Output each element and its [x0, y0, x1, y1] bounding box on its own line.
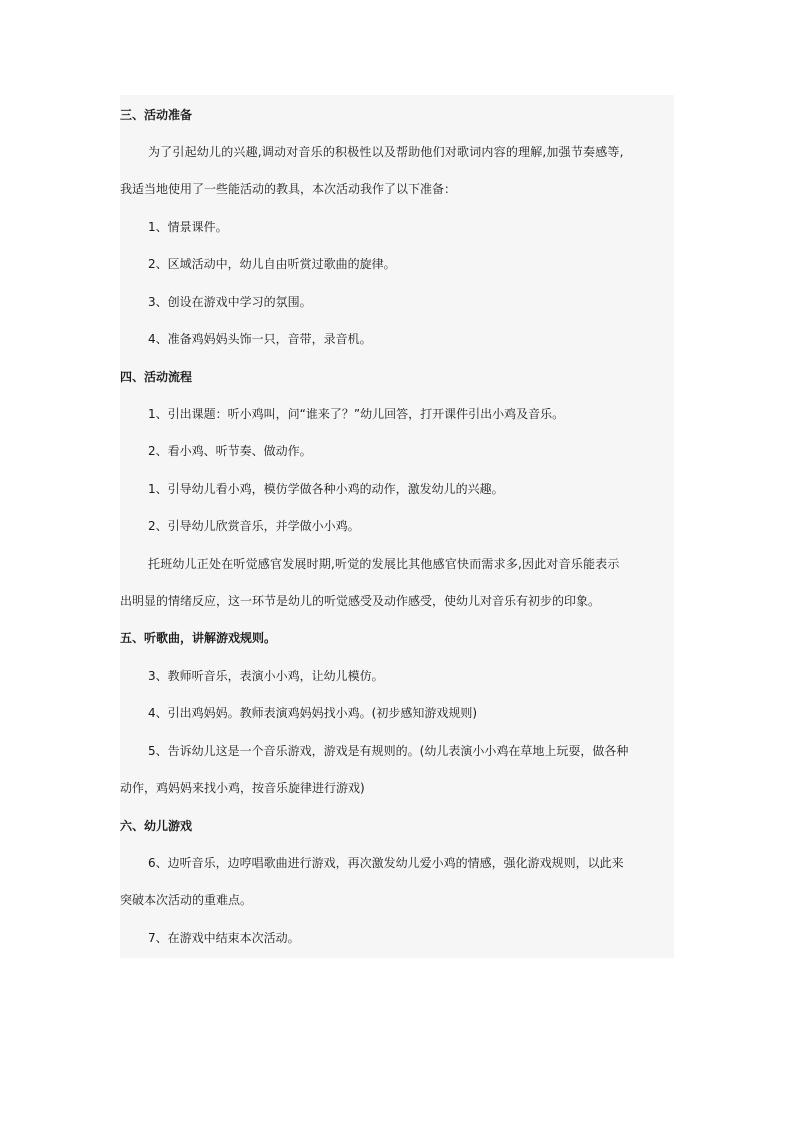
paragraph-line: 动作，鸡妈妈来找小鸡，按音乐旋律进行游戏): [120, 781, 365, 795]
paragraph-line: 6、边听音乐，边哼唱歌曲进行游戏，再次激发幼儿爱小鸡的情感，强化游戏规则，以此来: [148, 856, 624, 870]
document-content: [120, 95, 674, 958]
list-item: 3、创设在游戏中学习的氛围。: [148, 295, 312, 309]
paragraph-line: 5、告诉幼儿这是一个音乐游戏，游戏是有规则的。(幼儿表演小小鸡在草地上玩耍，做各种: [148, 744, 629, 758]
paragraph-line: 为了引起幼儿的兴趣,调动对音乐的积极性以及帮助他们对歌词内容的理解,加强节奏感等,: [148, 145, 624, 159]
section-heading-preparation: 三、活动准备: [120, 108, 193, 122]
section-heading-flow: 四、活动流程: [120, 370, 193, 384]
list-item: 7、在游戏中结束本次活动。: [148, 931, 300, 945]
list-item: 3、教师听音乐，表演小小鸡，让幼儿模仿。: [148, 669, 384, 683]
paragraph-line: 我适当地使用了一些能活动的教具，本次活动我作了以下准备：: [120, 182, 457, 196]
list-item: 1、情景课件。: [148, 220, 228, 234]
paragraph-line: 突破本次活动的重难点。: [120, 893, 253, 907]
list-item: 4、引出鸡妈妈。教师表演鸡妈妈找小鸡。(初步感知游戏规则): [148, 706, 478, 720]
list-item: 2、区域活动中，幼儿自由听赏过歌曲的旋律。: [148, 257, 396, 271]
paragraph-line: 托班幼儿正处在听觉感官发展时期,听觉的发展比其他感官快而需求多,因此对音乐能表示: [148, 557, 620, 571]
list-item: 2、看小鸡、听节奏、做动作。: [148, 444, 312, 458]
paragraph-line: 出明显的情绪反应，这一环节是幼儿的听觉感受及动作感受，使幼儿对音乐有初步的印象。: [120, 594, 601, 608]
list-item: 1、引导幼儿看小鸡，模仿学做各种小鸡的动作，激发幼儿的兴趣。: [148, 482, 504, 496]
list-item: 2、引导幼儿欣赏音乐，并学做小小鸡。: [148, 519, 360, 533]
section-heading-game: 六、幼儿游戏: [120, 819, 193, 833]
list-item: 1、引出课题：听小鸡叫，问“谁来了？”幼儿回答，打开课件引出小鸡及音乐。: [148, 407, 565, 421]
section-heading-song: 五、听歌曲，讲解游戏规则。: [120, 631, 277, 645]
list-item: 4、准备鸡妈妈头饰一只，音带，录音机。: [148, 332, 372, 346]
